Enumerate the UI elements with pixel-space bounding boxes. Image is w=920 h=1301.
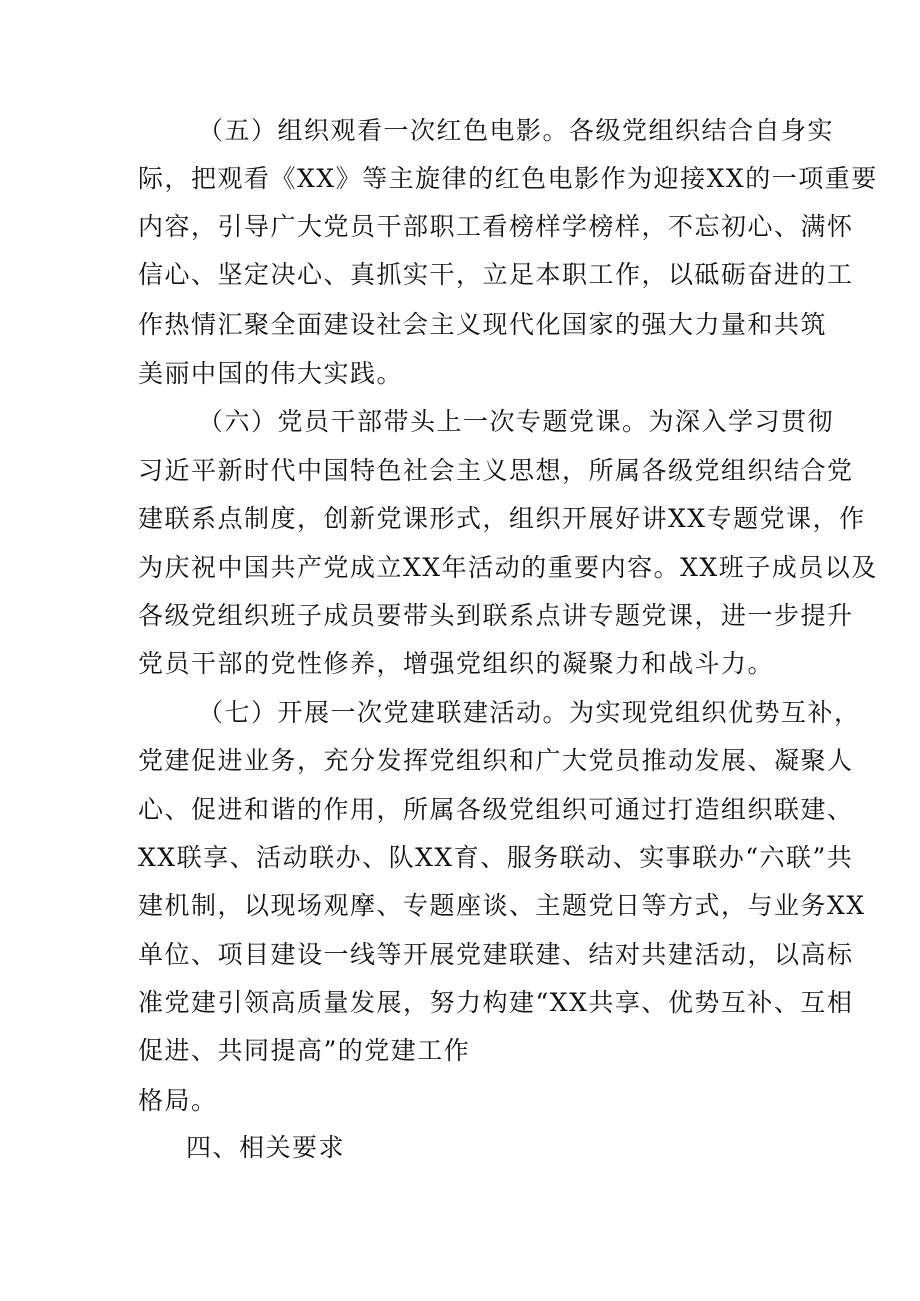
text-line: 建机制，以现场观摩、专题座谈、主题党日等方式，与业务XX [138,891,866,920]
text-line: 内容，引导广大党员干部职工看榜样学榜样，不忘初心、满怀 [138,212,854,241]
section-heading: 四、相关要求 [186,1133,346,1162]
text-line: XX联享、活动联办、队XX育、服务联动、实事联办“六联”共 [138,843,854,872]
text-line: 党建促进业务，充分发挥党组织和广大党员推动发展、凝聚人 [138,746,854,775]
text-line: 单位、项目建设一线等开展党建联建、结对共建活动，以高标 [138,940,854,969]
text-line: 作热情汇聚全面建设社会主义现代化国家的强大力量和共筑 [138,310,828,339]
text-line: 准党建引领高质量发展，努力构建“XX共享、优势互补、互相 [138,988,854,1017]
text-line: （五）组织观看一次红色电影。各级党组织结合自身实 [198,116,835,145]
text-line: 心、促进和谐的作用，所属各级党组织可通过打造组织联建、 [138,795,854,824]
text-line: 信心、坚定决心、真抓实干，立足本职工作，以砥砺奋进的工 [138,260,854,289]
text-line: 美丽中国的伟大实践。 [138,359,404,388]
text-line: （六）党员干部带头上一次专题党课。为深入学习贯彻 [198,407,835,436]
text-line: 为庆祝中国共产党成立XX年活动的重要内容。XX班子成员以及 [138,553,878,582]
text-line: 际，把观看《XX》等主旋律的红色电影作为迎接XX的一项重要 [138,164,878,193]
text-line: 格局。 [138,1086,218,1115]
text-line: 促进、共同提高”的党建工作 [138,1036,471,1065]
text-line: 各级党组织班子成员要带头到联系点讲专题党课，进一步提升 [138,601,854,630]
text-line: （七）开展一次党建联建活动。为实现党组织优势互补， [198,698,861,727]
text-line: 建联系点制度，创新党课形式，组织开展好讲XX专题党课，作 [138,504,866,533]
text-line: 党员干部的党性修养，增强党组织的凝聚力和战斗力。 [138,649,775,678]
text-line: 习近平新时代中国特色社会主义思想，所属各级党组织结合党 [138,456,854,485]
